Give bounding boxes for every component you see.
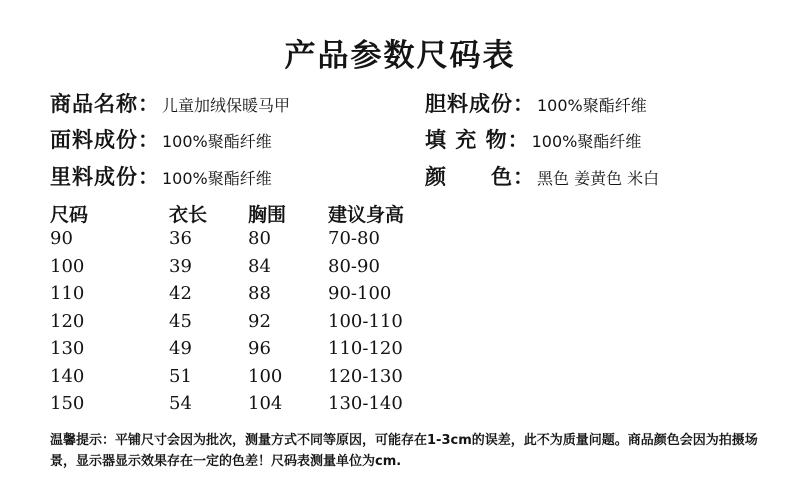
cell-height: 110-120 — [328, 338, 403, 359]
info-label: 填 充 物： — [425, 128, 530, 152]
cell-chest: 96 — [248, 338, 271, 359]
info-label: 胆料成份： — [425, 92, 535, 116]
info-value: 100%聚酯纤维 — [162, 132, 272, 151]
header-length: 衣长 — [169, 204, 208, 226]
cell-size: 90 — [50, 228, 73, 249]
info-value: 儿童加绒保暖马甲 — [162, 96, 291, 115]
cell-height: 90-100 — [328, 283, 392, 304]
page-title: 产品参数尺码表 — [284, 38, 516, 74]
cell-length: 45 — [169, 310, 192, 332]
cell-chest: 84 — [248, 255, 271, 277]
cell-height: 70-80 — [328, 228, 380, 249]
info-value: 100%聚酯纤维 — [162, 169, 272, 188]
cell-size: 120 — [50, 310, 85, 332]
cell-length: 54 — [169, 393, 192, 414]
header-height: 建议身高 — [328, 204, 405, 226]
header-size: 尺码 — [50, 204, 89, 226]
cell-height: 120-130 — [328, 365, 403, 387]
cell-length: 49 — [169, 338, 192, 359]
info-color — [425, 161, 659, 191]
cell-chest: 100 — [248, 365, 283, 387]
cell-length: 42 — [169, 283, 192, 304]
cell-height: 100-110 — [328, 310, 403, 332]
cell-size: 110 — [50, 283, 85, 304]
info-label: 面料成份： — [50, 128, 160, 152]
cell-chest: 104 — [248, 393, 283, 414]
cell-size: 150 — [50, 393, 85, 414]
cell-size: 130 — [50, 338, 85, 359]
header-chest: 胸围 — [248, 204, 287, 226]
cell-length: 39 — [169, 255, 192, 277]
info-filling — [425, 124, 641, 154]
cell-chest: 88 — [248, 283, 271, 304]
info-value: 100%聚酯纤维 — [537, 96, 647, 115]
warm-tip-note: 温馨提示：平铺尺寸会因为批次，测量方式不同等原因，可能存在1-3cm的误差，此不为质量问题。商品颜色会因为拍摄场景，显示器显示效果存在一定的色差！尺码表测量单位为cm. — [50, 433, 758, 469]
info-label: 商品名称： — [50, 92, 160, 116]
cell-height: 130-140 — [328, 393, 403, 414]
cell-size: 140 — [50, 365, 85, 387]
cell-chest: 80 — [248, 228, 271, 249]
info-value: 100%聚酯纤维 — [531, 132, 642, 151]
cell-length: 36 — [169, 228, 192, 249]
info-value: 黑色 姜黄色 米白 — [537, 169, 660, 188]
info-inner — [50, 161, 272, 191]
cell-length: 51 — [169, 365, 192, 387]
cell-size: 100 — [50, 255, 85, 277]
cell-height: 80-90 — [328, 255, 380, 277]
info-lining — [425, 88, 647, 118]
info-product-name — [50, 88, 290, 118]
cell-chest: 92 — [248, 310, 271, 332]
info-fabric — [50, 124, 272, 154]
info-label: 里料成份： — [50, 165, 160, 189]
info-label: 颜 色： — [425, 165, 535, 189]
